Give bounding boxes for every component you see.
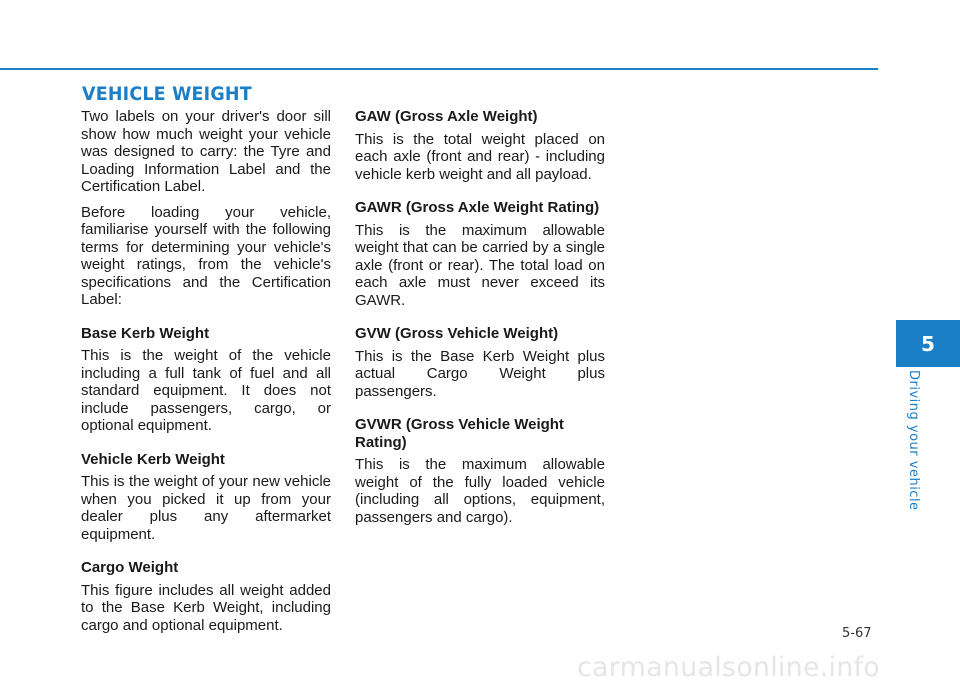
intro-paragraph-terms: Before loading your vehicle, familiarise yourself with the following terms for determining your vehicle's weight ratings, from the vehicle's specifications and the Certification Label: <box>81 203 331 308</box>
chapter-tab[interactable] <box>896 320 960 367</box>
page-number: 5-67 <box>842 626 872 641</box>
base-kerb-weight-text: This is the weight of the vehicle including a full tank of fuel and all standard equipment. It does not include passengers, cargo, or optional equipment. <box>81 347 331 434</box>
gaw-heading: GAW (Gross Axle Weight) <box>355 108 538 125</box>
left-column <box>81 108 331 642</box>
vehicle-kerb-weight-text: This is the weight of your new vehicle when you picked it up from your dealer plus any aftermarket equipment. <box>81 473 331 543</box>
gvwr-heading: GVWR (Gross Vehicle Weight Rating) <box>355 416 564 451</box>
vehicle-kerb-weight-heading: Vehicle Kerb Weight <box>81 450 225 468</box>
gvwr-text: This is the maximum allowable weight of the fully loaded vehicle (including all options, equipment, passengers and cargo). <box>355 456 605 526</box>
gvw-text: This is the Base Kerb Weight plus actual Cargo Weight plus passengers. <box>355 347 605 400</box>
section-title: VEHICLE WEIGHT <box>82 83 252 105</box>
chapter-number: 5 <box>921 331 935 356</box>
cargo-weight-heading: Cargo Weight <box>81 559 179 576</box>
gvw-heading: GVW (Gross Vehicle Weight) <box>355 325 559 342</box>
gaw-text: This is the total weight placed on each axle (front and rear) - including vehicle kerb weight and all payload. <box>355 130 605 183</box>
chapter-name: Driving your vehicle <box>906 370 921 511</box>
gawr-text: This is the maximum allowable weight that can be carried by a single axle (front or rear). The total load on each axle must never exceed its GAWR. <box>355 221 605 309</box>
intro-paragraph: Two labels on your driver's door sill show how much weight your vehicle was designed to carry: the Tyre and Loading Information Label and the Certification Label. <box>81 108 331 195</box>
header-divider <box>0 68 878 70</box>
base-kerb-weight-heading: Base Kerb Weight <box>81 324 210 342</box>
watermark: carmanualsonline.info <box>577 652 880 683</box>
right-column <box>355 108 605 534</box>
cargo-weight-text: This figure includes all weight added to the Base Kerb Weight, including cargo and optional equipment. <box>81 581 331 634</box>
gawr-heading: GAWR (Gross Axle Weight Rating) <box>355 199 600 216</box>
